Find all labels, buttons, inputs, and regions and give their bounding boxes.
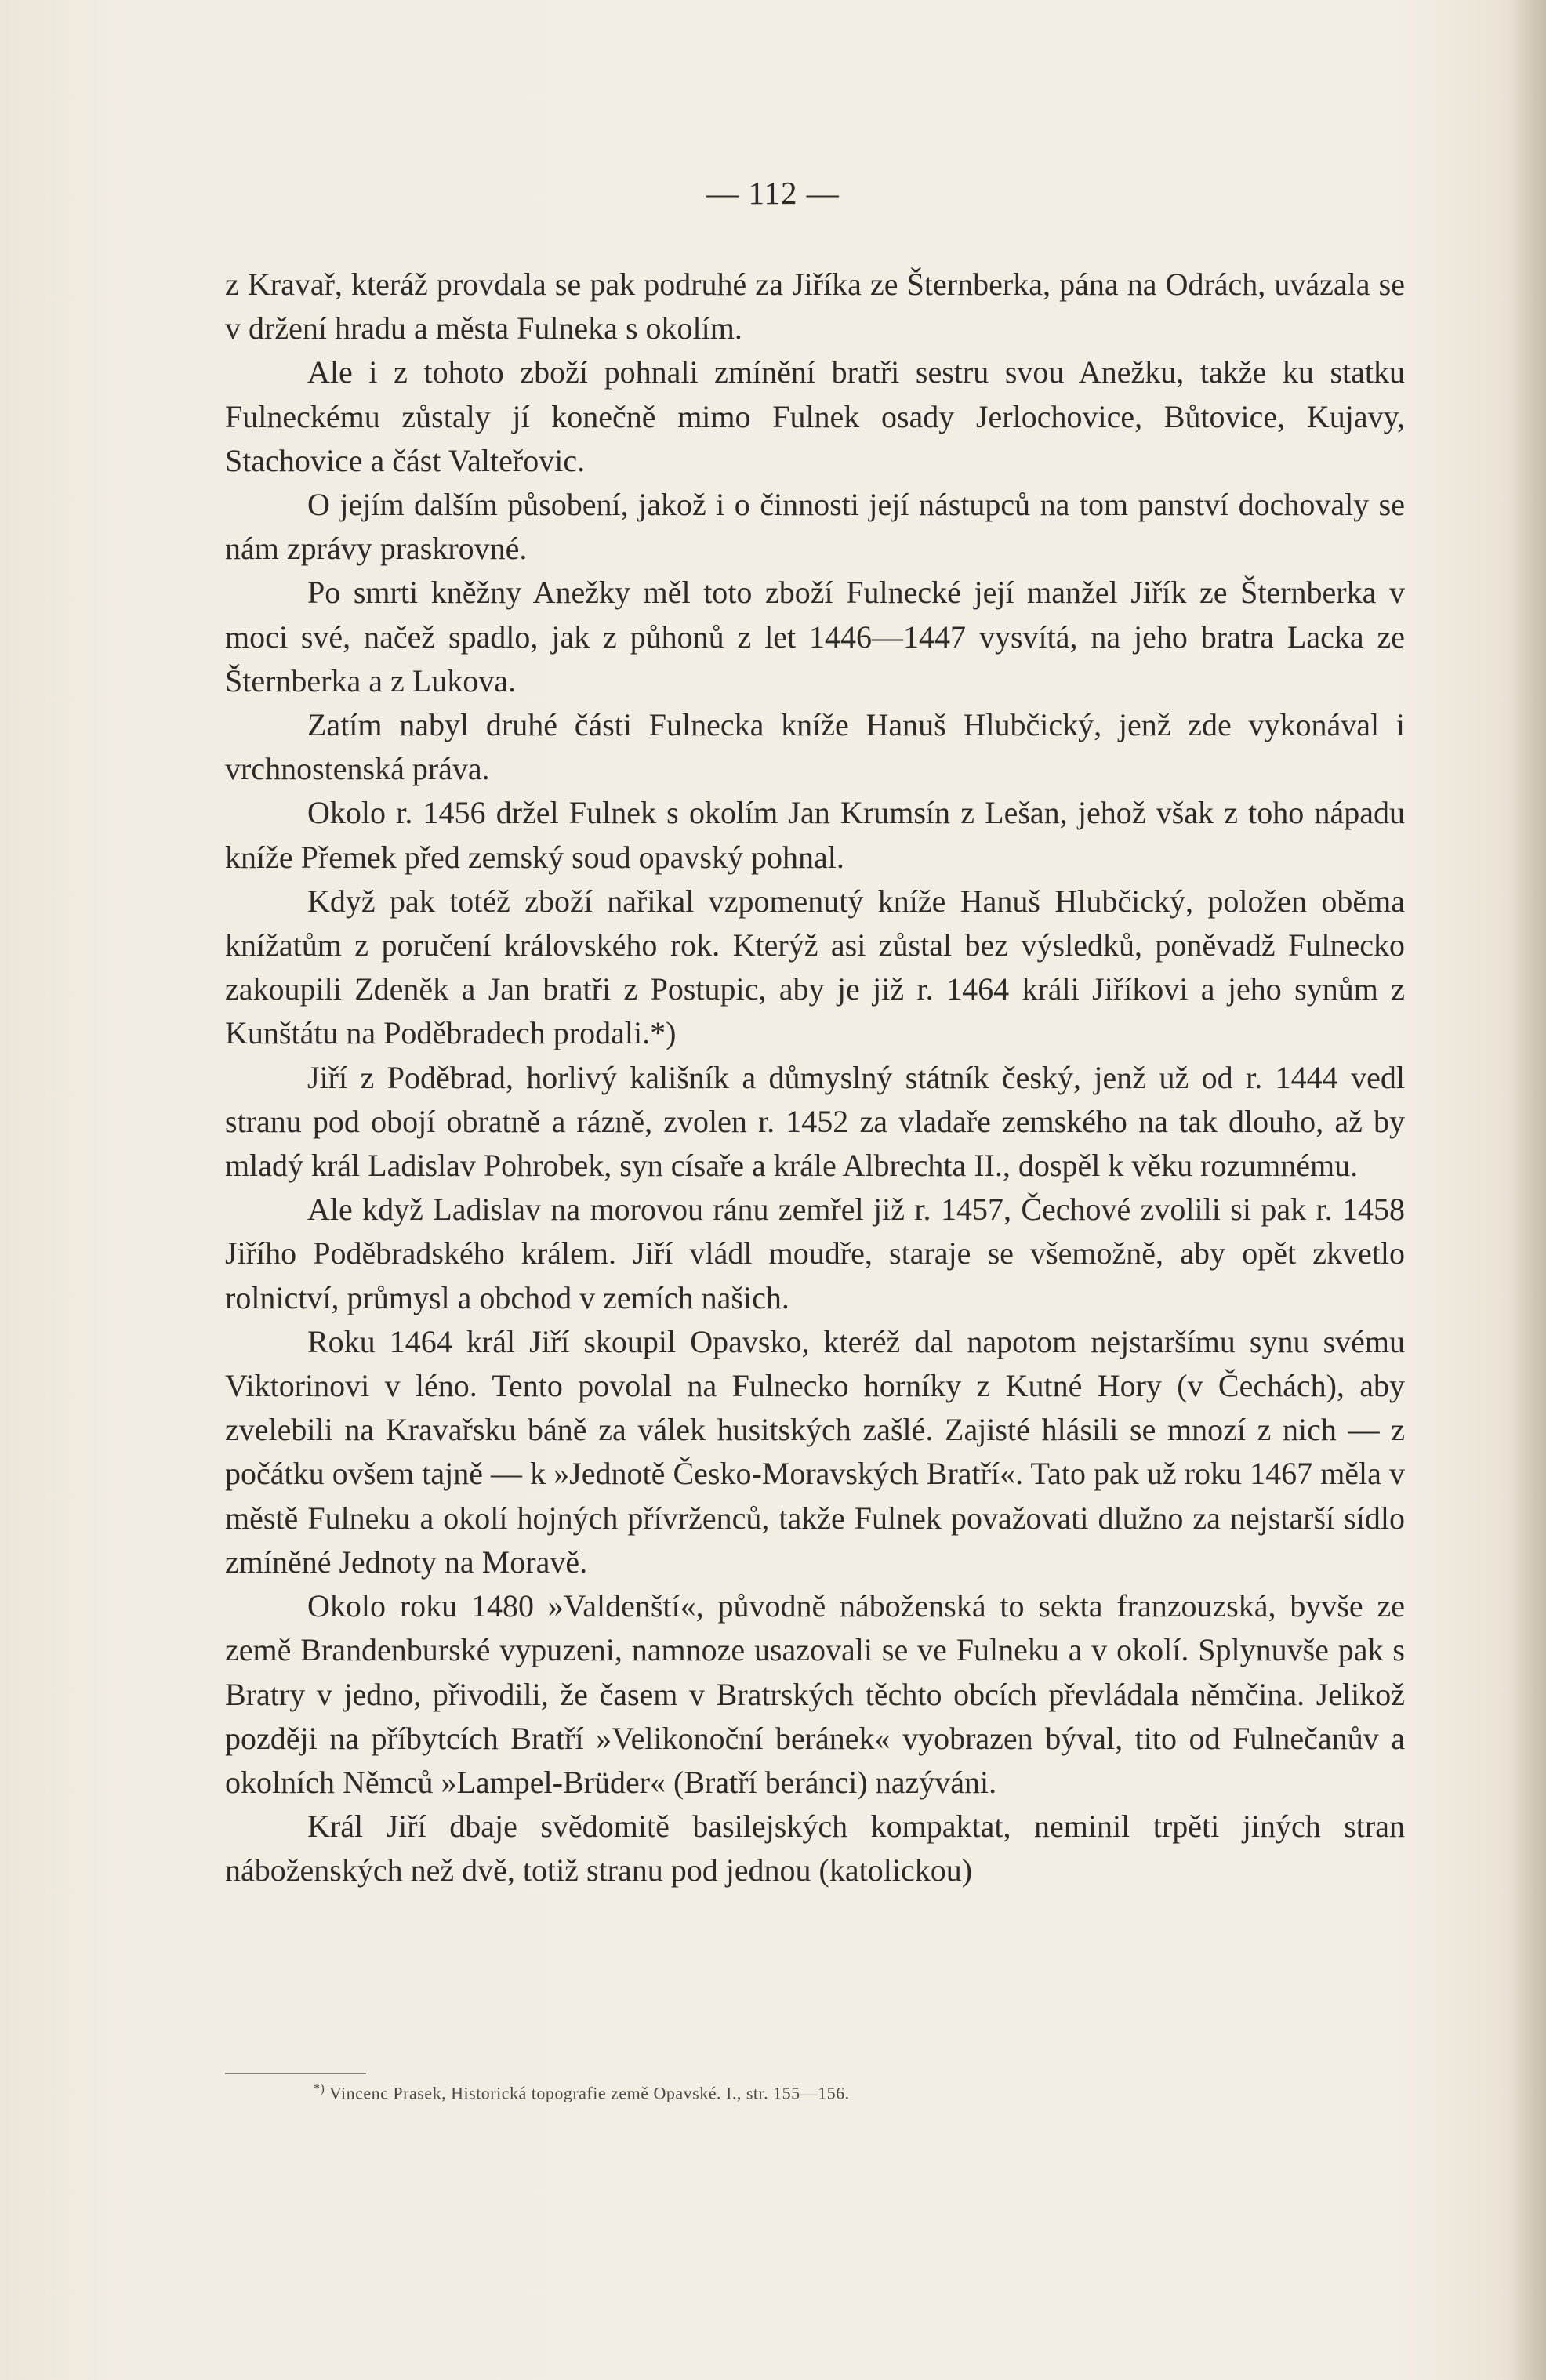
paragraph-8: Jiří z Poděbrad, horlivý kališník a důmyslný státník český, jenž už od r. 1444 vedl stranu pod obojí obratně a rázně, zvolen r. 1452 za vladaře zemského na tak dlouho, až by mladý král Ladislav Pohrobek, syn císaře a krále Albrechta II., dospěl k věku rozumnému. [225, 1059, 1405, 1184]
paragraph-6: Okolo r. 1456 držel Fulnek s okolím Jan Krumsín z Lešan, jehož však z toho nápadu kníže Přemek před zemský soud opavský pohnal. [225, 795, 1405, 875]
paragraph-11: Okolo roku 1480 »Valdenští«, původně náboženská to sekta franzouzská, byvše ze země Brandenburské vypuzeni, namnoze usazovali se ve Fulneku a v okolí. Splynuvše pak s Bratry v jedno, přivodili, že časem v Bratrských těchto obcích převládala němčina. Jelikož později na příbytcích Bratří »Velikonoční beránek« vyobrazen býval, tito od Fulnečanův a okolních Němců »Lampel-Brüder« (Bratří beránci) nazýváni. [225, 1588, 1405, 1800]
paragraph-12: Král Jiří dbaje svědomitě basilejských kompaktat, neminil trpěti jiných stran náboženských než dvě, totiž stranu pod jednou (katolickou) [225, 1809, 1405, 1888]
paragraph-10: Roku 1464 král Jiří skoupil Opavsko, kteréž dal napotom nejstaršímu synu svému Viktorinovi v léno. Tento povolal na Fulnecko horníky z Kutné Hory (v Čechách), aby zvelebili na Kravařsku báně za válek husitských zašlé. Zajisté hlásili se mnozí z nich — z počátku ovšem tajně — k »Jednotě Česko-Moravských Bratří«. Tato pak už roku 1467 měla v městě Fulneku a okolí hojných přívrženců, takže Fulnek považovati dlužno za nejstarší sídlo zmíněné Jednoty na Moravě. [225, 1323, 1405, 1580]
footnote-mark: *) [314, 2082, 325, 2095]
paragraph-3: O jejím dalším působení, jakož i o činnosti její nástupců na tom panství dochovaly se nám zprávy praskrovné. [225, 487, 1405, 567]
body-text [225, 263, 1405, 1893]
footnote-text: Vincenc Prasek, Historická topografie země Opavské. I., str. 155—156. [328, 2083, 850, 2103]
paragraph-4: Po smrti kněžny Anežky měl toto zboží Fulnecké její manžel Jiřík ze Šternberka v moci své, načež spadlo, jak z půhonů z let 1446—1447 vysvítá, na jeho bratra Lacka ze Šternberka a z Lukova. [225, 575, 1405, 698]
footnote [314, 2082, 850, 2103]
page-number: — 112 — [706, 175, 840, 211]
paragraph-5: Zatím nabyl druhé části Fulnecka kníže Hanuš Hlubčický, jenž zde vykonával i vrchnostenská práva. [225, 707, 1405, 787]
paragraph-7: Když pak totéž zboží nařikal vzpomenutý kníže Hanuš Hlubčický, položen oběma knížatům z poručení královského rok. Kterýž asi zůstal bez výsledků, poněvadž Fulnecko zakoupili Zdeněk a Jan bratři z Postupic, aby je již r. 1464 králi Jiříkovi a jeho synům z Kunštátu na Poděbradech prodali.*) [225, 883, 1405, 1051]
paragraph-9: Ale když Ladislav na morovou ránu zemřel již r. 1457, Čechové zvolili si pak r. 1458 Jiřího Poděbradského králem. Jiří vládl moudře, staraje se všemožně, aby opět zkvetlo rolnictví, průmysl a obchod v zemích našich. [225, 1192, 1405, 1315]
footnote-divider [225, 2073, 366, 2074]
paragraph-1: z Kravař, kteráž provdala se pak podruhé za Jiříka ze Šternberka, pána na Odrách, uvázala se v držení hradu a města Fulneka s okolím. [225, 267, 1405, 346]
paragraph-2: Ale i z tohoto zboží pohnali zmínění bratři sestru svou Anežku, takže ku statku Fulneckému zůstaly jí konečně mimo Fulnek osady Jerlochovice, Bůtovice, Kujavy, Stachovice a část Valteřovic. [225, 354, 1405, 478]
page-edge-shadow [1512, 0, 1546, 2380]
